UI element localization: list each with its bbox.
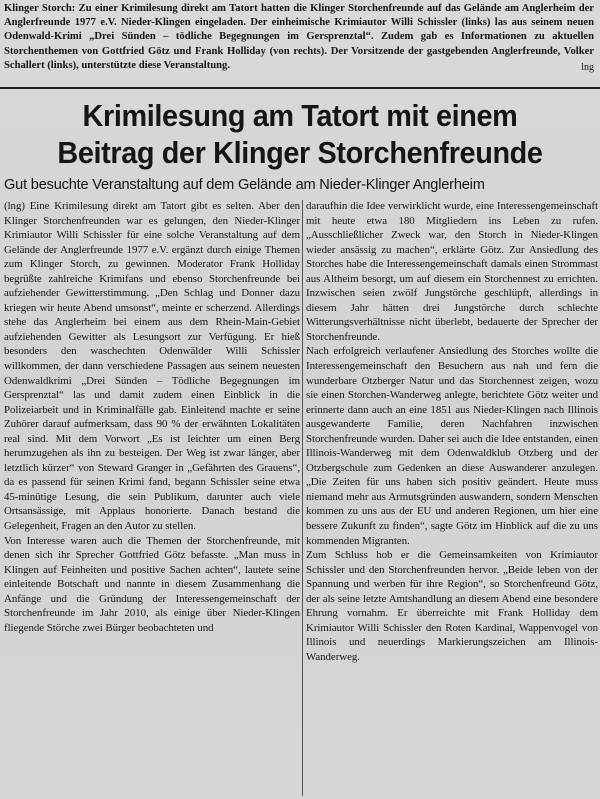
column-divider <box>302 200 303 796</box>
paragraph: Nach erfolgreich verlaufener Ansiedlung des Storches wollte die Interessengemeinschaft den Besuchern aus nah und fern die wunderbare Otzberger Natur und das Storchennest zeigen, wozu sie einen Storchen-Wanderweg anlegte, berichtete Götz weiter und erinnerte dann auch an eine 1851 aus Nieder-Klingen nach Illinois ausgewanderte Familie, deren Nachfahren inzwischen Storchenfreunde wurden. Daher sei auch die Idee entstanden, einen Illinois-Wanderweg mit dem Odenwaldklub Otzberg und der Otzbergschule zum Gedenken an diese Auswanderer anzulegen. „Die Zeiten für uns haben sich positiv geändert. Heute muss niemand mehr aus Armutsgründen auswandern, sondern Menschen kommen zu uns aus der EU und anderen Regionen, um hier eine bessere Zukunft zu finden“, sagte Götz im Hinblick auf die zu uns kommenden Migranten. <box>306 345 598 547</box>
article-column-left <box>4 199 300 799</box>
headline-line-1: Krimilesung am Tatort mit einem <box>82 98 518 133</box>
caption-text: Klinger Storch: Zu einer Krimilesung direkt am Tatort hatten die Klinger Storchenfreunde auf das Gelände am Anglerheim der Anglerfreunde 1977 e.V. Nieder-Klingen eingeladen. Der einheimische Krimiautor Willi Schissler (links) las aus seinem neuen Odenwald-Krimi „Drei Sünden – tödliche Begegnungen im Gersprenztal“. Zudem gab es Informationen zu aktuellen Storchenthemen von Gottfried Götz und Frank Holliday (von rechts). Der Vorsitzende der gastgebenden Anglerfreunde, Volker Schallert (links), unterstützte diese Veranstaltung. <box>4 3 594 71</box>
photo-caption <box>4 2 594 73</box>
paragraph: Zum Schluss hob er die Gemeinsamkeiten von Krimiautor Schissler und den Storchenfreunden hervor. „Beide leben von der Spannung und werben für ihre Region“, so Storchenfreund Götz, der als seine letzte Amtshandlung an diesem Abend eine besondere Ehrung vornahm. Er überreichte mit Frank Holliday dem Krimiautor Willi Schissler den Roten Kardinal, Wappenvogel von Illinois und neuerdings Markierungszeichen am Illinois-Wanderweg. <box>306 549 598 663</box>
article-subheadline: Gut besuchte Veranstaltung auf dem Gelände am Nieder-Klinger Anglerheim <box>4 177 485 193</box>
section-divider <box>0 87 600 89</box>
paragraph: (lng) Eine Krimilesung direkt am Tatort gibt es selten. Aber den Klinger Storchenfreunden war es gelungen, den Nieder-Klinger Krimiautor Willi Schissler für eine solche Veranstaltung auf dem Gelände der Anglerfreunde 1977 e.V. ergänzt durch einige Themen zum Klinger Storch, zu gewinnen. Moderator Frank Holliday begrüßte zahlreiche Krimifans und ebenso Storchenfreunde bei aufziehender Gewitterstimmung. „Den Schlag und Donner dazu kriegen wir heute Abend umsonst“, meinte er scherzend. Allerdings stehe das Anglerheim bei einem aus dem Rhein-Main-Gebiet aufziehenden Gewitter als Lesungsort zur Verfügung. Er hieß besonders den waschechten Odenwälder Willi Schissler willkommen, der dann verschiedene Passagen aus seinem neuesten Odenwaldkrimi „Drei Sünden – Tödliche Begegnungen im Gersprenztal“ las und damit zudem einen Einblick in die Polizeiarbeit und in Kriminalfälle gab. Einleitend machte er seine Zuhörer darauf aufmerksam, dass 90 % der erwähnten Lokalitäten real sind. Mit dem Vorwort „Es ist leichter um einen Berg herumzugehen als ihn zu besteigen. Der Weg ist zwar länger, aber letztlich kürzer“ von Steward Granger in „Gefährten des Grauens“, da es passend für seinen Krimi fand, begann Schissler seine etwa 45-minütige Lesung, die sein Publikum, darunter auch viele Ortsansässige, mit Applaus honorierte. Danach bestand die Gelegenheit, Fragen an den Autor zu stellen. <box>4 200 300 533</box>
caption-author-tag: lng <box>581 62 594 74</box>
paragraph: daraufhin die Idee verwirklicht wurde, eine Interessengemeinschaft mit heute etwa 180 Mitgliedern ins Leben zu rufen. „Ausschließlicher Zweck war, den Storch in Nieder-Klingen wieder ansässig zu machen“, erklärte Götz. Zur Ansiedlung des Storches habe die Interessengemeinschaft damals einen Strommast aus Altheim besorgt, um auf diesem ein Storchennest zu errichten. Inzwischen seien zwölf Jungstörche geschlüpft, allerdings in diesem Jahr hätten drei Jungstörche durch schlechte Witterungsverhältnisse nicht überlebt, bedauerte der Sprecher der Storchenfreunde. <box>306 200 598 343</box>
headline-line-2: Beitrag der Klinger Storchenfreunde <box>57 135 543 170</box>
article-headline <box>21 97 579 171</box>
paragraph: Von Interesse waren auch die Themen der Storchenfreunde, mit denen sich ihr Sprecher Gottfried Götz befasste. „Man muss in Klingen auf Feinheiten und positive Sachen achten“, lautete seine einleitende Botschaft und nannte in diesem Zusammenhang die Anfänge und die Gründung der Interessengemeinschaft der Storchenfreunde im Jahr 2010, als einige über Nieder-Klingen fliegende Störche zwei Bürger beobachteten und <box>4 534 300 634</box>
article-column-right <box>306 199 598 799</box>
